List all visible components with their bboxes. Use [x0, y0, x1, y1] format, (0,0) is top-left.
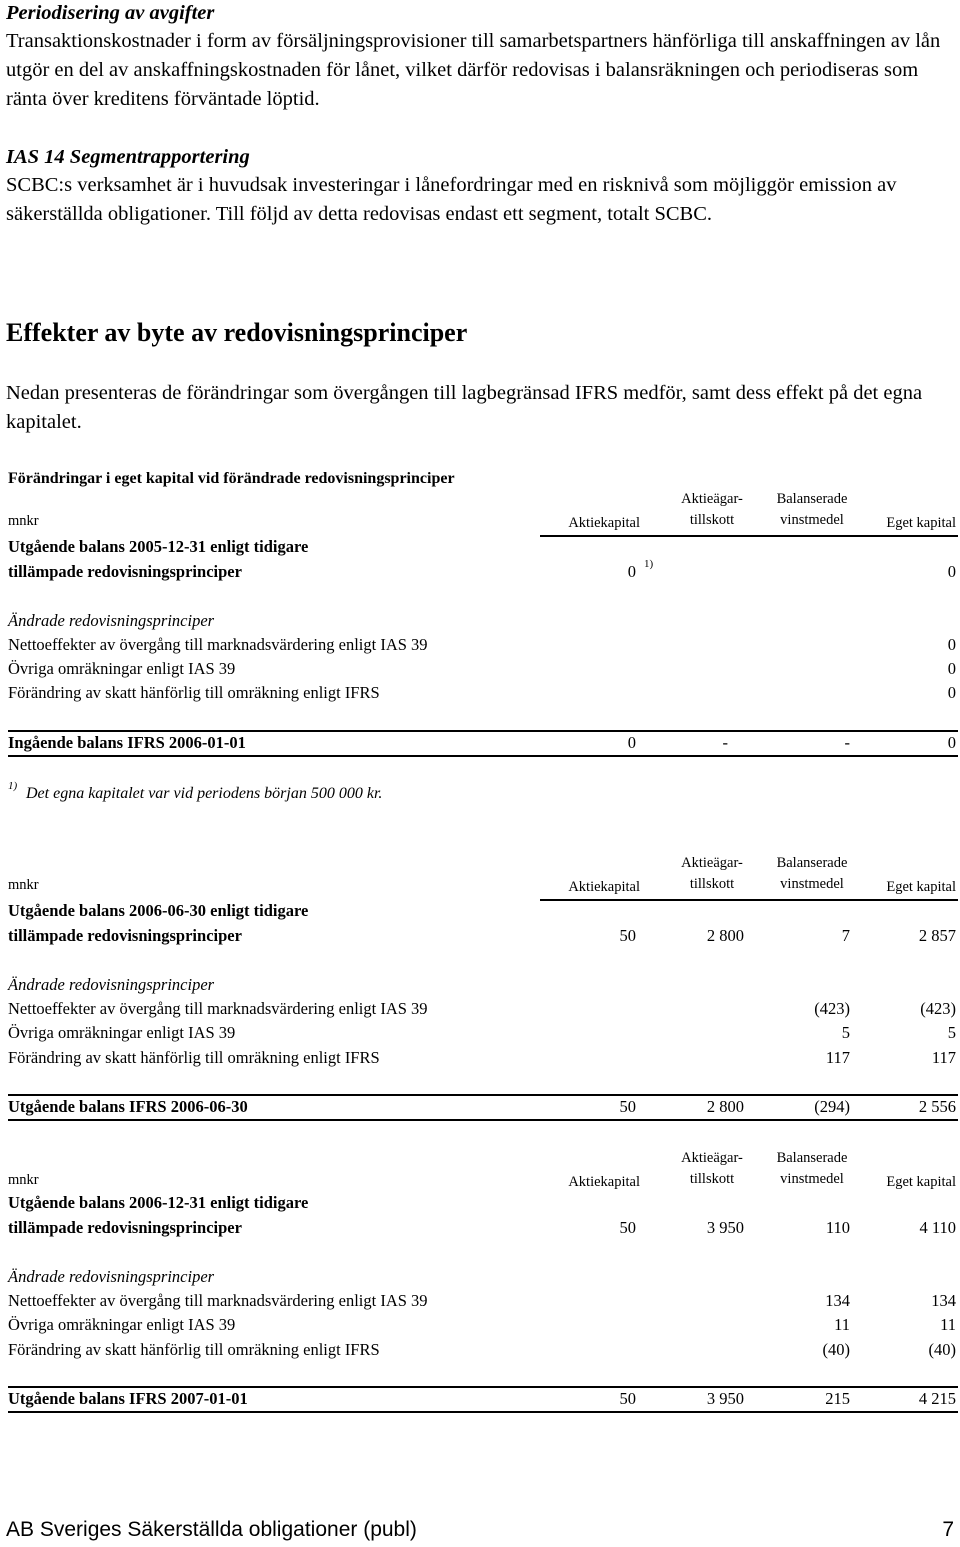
closing-label: Utgående balans IFRS 2007-01-01 — [8, 1389, 248, 1408]
column-header-eget-kapital: Eget kapital — [886, 515, 956, 531]
column-header-aktieagar-line1: Aktieägar- — [681, 491, 743, 507]
closing-label: Utgående balans IFRS 2006-06-30 — [8, 1097, 248, 1116]
column-header-balanserade — [762, 853, 862, 895]
column-header-aktieagar-line1: Aktieägar- — [681, 1150, 743, 1166]
opening-eget-kapital: 0 — [947, 562, 956, 581]
row-label-netto: Nettoeffekter av övergång till marknadsvärdering enligt IAS 39 — [8, 999, 428, 1018]
column-header-aktieagar-line2: tillskott — [689, 1171, 735, 1187]
column-header-balanserade — [762, 1148, 862, 1190]
column-header-balanserade-line1: Balanserade — [776, 491, 848, 507]
closing-rule-top — [8, 1386, 958, 1388]
opening-aktiekapital-value: 0 — [627, 562, 636, 581]
section-heading-periodisering: Periodisering av avgifter — [6, 2, 215, 24]
column-header-mnkr: mnkr — [8, 513, 39, 529]
opening-label-line1: Utgående balans 2005-12-31 enligt tidigare — [8, 537, 309, 556]
netto-eget-kapital: (423) — [920, 999, 956, 1018]
opening-balanserade: 7 — [841, 926, 850, 945]
column-header-balanserade-line1: Balanserade — [776, 855, 848, 871]
closing-balanserade: 215 — [825, 1389, 850, 1408]
column-header-aktieagar-line1: Aktieägar- — [681, 855, 743, 871]
column-header-aktieagar — [672, 853, 752, 895]
opening-aktiekapital: 50 — [619, 926, 636, 945]
opening-aktiekapital — [628, 562, 636, 582]
opening-eget-kapital: 2 857 — [918, 926, 956, 945]
closing-aktiekapital: 50 — [619, 1389, 636, 1408]
skatt-balanserade: 117 — [825, 1048, 850, 1067]
column-header-aktiekapital: Aktiekapital — [568, 879, 640, 895]
opening-label-line2: tillämpade redovisningsprinciper — [8, 926, 242, 945]
column-header-balanserade-line2: vinstmedel — [780, 1171, 844, 1187]
netto-eget-kapital: 0 — [947, 635, 956, 654]
paragraph-effekter: Nedan presenteras de förändringar som övergången till lagbegränsad IFRS medför, samt dess effekt på det egna kapitalet. — [6, 382, 923, 433]
row-label-skatt: Förändring av skatt hänförlig till omräkning enligt IFRS — [8, 1048, 380, 1067]
closing-balanserade: (294) — [814, 1097, 850, 1116]
footnote-ref: 1) — [644, 558, 654, 570]
opening-eget-kapital: 4 110 — [919, 1218, 956, 1237]
changes-label: Ändrade redovisningsprinciper — [8, 1267, 215, 1286]
header-rule — [540, 535, 958, 537]
column-header-balanserade-line1: Balanserade — [776, 1150, 848, 1166]
closing-aktieagar: 3 950 — [706, 1389, 744, 1408]
column-header-eget-kapital: Eget kapital — [886, 879, 956, 895]
closing-aktiekapital: 0 — [627, 733, 636, 752]
closing-eget-kapital: 0 — [947, 733, 956, 752]
column-header-aktiekapital: Aktiekapital — [568, 515, 640, 531]
opening-balanserade: 110 — [825, 1218, 850, 1237]
opening-aktieagar: 3 950 — [706, 1218, 744, 1237]
column-header-aktiekapital: Aktiekapital — [568, 1174, 640, 1190]
changes-label: Ändrade redovisningsprinciper — [8, 975, 215, 994]
closing-label: Ingående balans IFRS 2006-01-01 — [8, 733, 246, 752]
row-label-netto: Nettoeffekter av övergång till marknadsvärdering enligt IAS 39 — [8, 1291, 428, 1310]
closing-rule-top — [8, 730, 958, 732]
closing-aktiekapital: 50 — [619, 1097, 636, 1116]
column-header-aktieagar-line2: tillskott — [689, 876, 735, 892]
column-header-mnkr: mnkr — [8, 877, 39, 893]
footer-company-name: AB Sveriges Säkerställda obligationer (publ) — [6, 1518, 417, 1541]
column-header-mnkr: mnkr — [8, 1172, 39, 1188]
column-header-aktieagar — [672, 489, 752, 531]
header-rule — [540, 899, 958, 901]
column-header-balanserade — [762, 489, 862, 531]
ovriga-balanserade: 11 — [834, 1315, 850, 1334]
opening-label-line2: tillämpade redovisningsprinciper — [8, 1218, 242, 1237]
row-label-ovriga: Övriga omräkningar enligt IAS 39 — [8, 1315, 236, 1334]
row-label-skatt: Förändring av skatt hänförlig till omräkning enligt IFRS — [8, 683, 380, 702]
ovriga-eget-kapital: 5 — [947, 1023, 956, 1042]
row-label-netto: Nettoeffekter av övergång till marknadsvärdering enligt IAS 39 — [8, 635, 428, 654]
netto-eget-kapital: 134 — [931, 1291, 956, 1310]
closing-aktieagar: - — [722, 733, 728, 752]
closing-rule-bottom — [8, 1411, 958, 1413]
opening-aktieagar: 2 800 — [706, 926, 744, 945]
paragraph-periodisering: Transaktionskostnader i form av försäljningsprovisioner till samarbetspartners hänförliga till anskaffningen av lån utgör en del av anskaffningskostnaden för lånet, vilket därför redovisas i balansräkningen och periodiseras som ränta över kreditens förväntade löptid. — [6, 30, 941, 110]
skatt-eget-kapital: 117 — [931, 1048, 956, 1067]
ovriga-eget-kapital: 11 — [940, 1315, 956, 1334]
opening-label-line1: Utgående balans 2006-06-30 enligt tidigare — [8, 901, 309, 920]
column-header-eget-kapital: Eget kapital — [886, 1174, 956, 1190]
row-label-ovriga: Övriga omräkningar enligt IAS 39 — [8, 659, 236, 678]
section-heading-segment: IAS 14 Segmentrapportering — [6, 146, 250, 168]
netto-balanserade: (423) — [814, 999, 850, 1018]
footnote-mark: 1) — [8, 780, 18, 792]
closing-balanserade: - — [844, 733, 850, 752]
paragraph-segment: SCBC:s verksamhet är i huvudsak investeringar i lånefordringar med en risknivå som möjliggör emission av säkerställda obligationer. Till följd av detta redovisas endast ett segment, totalt SCBC. — [6, 174, 897, 225]
section-heading-effekter: Effekter av byte av redovisningsprinciper — [6, 318, 468, 347]
page-number: 7 — [942, 1518, 954, 1541]
skatt-eget-kapital: (40) — [928, 1340, 956, 1359]
column-header-balanserade-line2: vinstmedel — [780, 512, 844, 528]
ovriga-balanserade: 5 — [841, 1023, 850, 1042]
row-label-ovriga: Övriga omräkningar enligt IAS 39 — [8, 1023, 236, 1042]
closing-eget-kapital: 4 215 — [918, 1389, 956, 1408]
closing-rule-bottom — [8, 755, 958, 757]
opening-aktiekapital: 50 — [619, 1218, 636, 1237]
opening-label-line1: Utgående balans 2006-12-31 enligt tidigare — [8, 1193, 309, 1212]
column-header-aktieagar — [672, 1148, 752, 1190]
closing-rule-top — [8, 1094, 958, 1096]
closing-eget-kapital: 2 556 — [918, 1097, 956, 1116]
table-title: Förändringar i eget kapital vid förändrade redovisningsprinciper — [8, 470, 455, 487]
ovriga-eget-kapital: 0 — [947, 659, 956, 678]
column-header-aktieagar-line2: tillskott — [689, 512, 735, 528]
row-label-skatt: Förändring av skatt hänförlig till omräkning enligt IFRS — [8, 1340, 380, 1359]
changes-label: Ändrade redovisningsprinciper — [8, 611, 215, 630]
closing-aktieagar: 2 800 — [706, 1097, 744, 1116]
column-header-balanserade-line2: vinstmedel — [780, 876, 844, 892]
footnote-text: Det egna kapitalet var vid periodens början 500 000 kr. — [26, 785, 383, 802]
closing-rule-bottom — [8, 1119, 958, 1121]
skatt-eget-kapital: 0 — [947, 683, 956, 702]
skatt-balanserade: (40) — [822, 1340, 850, 1359]
opening-label-line2: tillämpade redovisningsprinciper — [8, 562, 242, 581]
netto-balanserade: 134 — [825, 1291, 850, 1310]
